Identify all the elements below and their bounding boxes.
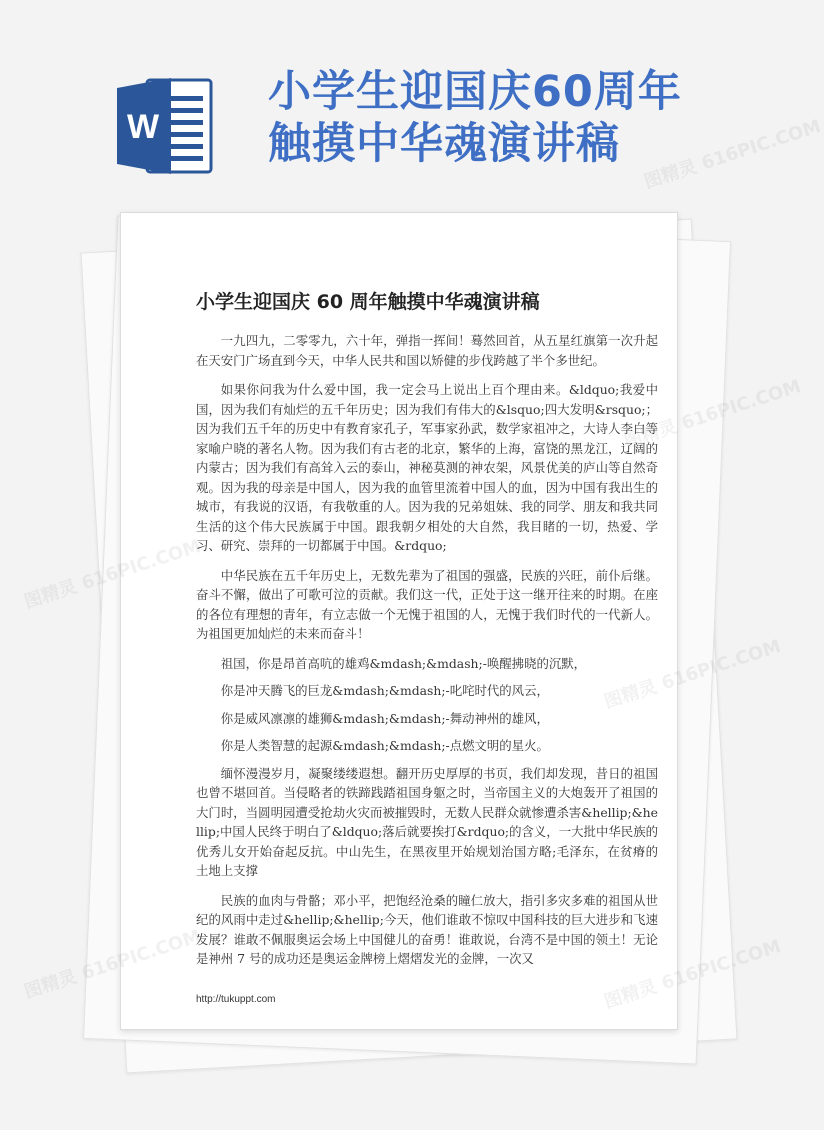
header-banner [0, 0, 800, 205]
paragraph: 你是人类智慧的起源&mdash;&mdash;-点燃文明的星火。 [220, 738, 549, 753]
svg-text:W: W [126, 108, 160, 146]
banner-title-line-1: 小学生迎国庆60周年 [268, 67, 682, 117]
word-document-icon [117, 74, 215, 178]
paragraph: 缅怀漫漫岁月，凝聚缕缕遐想。翻开历史厚厚的书页，我们却发现，昔日的祖国也曾不堪回首。当侵略者的铁蹄践踏祖国身躯之时，当帝国主义的大炮轰开了祖国的大门时，当圆明园遭受抢劫火灾而被摧毁时，无数人民群众就惨遭杀害&hellip;&hellip;中国人民终于明白了&ldquo;落后就要挨打&rdquo;的含义，一大批中华民族的优秀儿女开始奋起反抗。中山先生，在黑夜里开始规划治国方略;毛泽东，在贫瘠的土地上支撑 [196, 765, 658, 878]
banner-title-line-2: 触摸中华魂演讲稿 [268, 119, 620, 169]
paragraph: 如果你问我为什么爱中国，我一定会马上说出上百个理由来。&ldquo;我爱中国，因为我们有灿烂的五千年历史；因为我们有伟大的&lsquo;四大发明&rsquo;；因为我们五千年的历史中有教育家孔子，军事家孙武，数学家祖冲之，大诗人李白等家喻户晓的著名人物。因为我们有古老的北京，繁华的上海，富饶的黑龙江，辽阔的内蒙古；因为我们有高耸入云的泰山，神秘莫测的神农架，风景优美的庐山等自然奇观。因为我的母亲是中国人，因为我的血管里流着中国人的血，因为中国有我出生的城市，有我说的汉语，有我敬重的人。因为我的兄弟姐妹、我的同学、朋友和我共同生活的这个伟大民族属于中国。跟我朝夕相处的大自然，我目睹的一切，热爱、学习、研究、崇拜的一切都属于中国。&rdquo; [196, 382, 658, 553]
watermark-text: 图精灵 [21, 576, 80, 613]
watermark-text: 图精灵 [21, 966, 80, 1003]
document-body [196, 331, 658, 979]
paragraph: 祖国，你是昂首高吭的雄鸡&mdash;&mdash;-唤醒拂晓的沉默， [220, 655, 587, 671]
document-page [120, 212, 678, 1030]
paragraph: 中华民族在五千年历史上，无数先辈为了祖国的强盛，民族的兴旺，前仆后继。奋斗不懈，做出了可歌可泣的贡献。我们这一代，正处于这一继开往来的时期。在座的各位有理想的青年，有立志做一个无愧于祖国的人，无愧于我们时代的一代新人。为祖国更加灿烂的未来而奋斗！ [196, 567, 658, 641]
paragraph: 你是冲天腾飞的巨龙&mdash;&mdash;-叱咤时代的风云， [220, 683, 549, 698]
watermark-text: 图精灵 616PIC.COM [641, 115, 824, 193]
paragraph: 你是威风凛凛的雄狮&mdash;&mdash;-舞动神州的雄风， [220, 710, 549, 726]
paragraph: 民族的血肉与骨骼；邓小平，把饱经沧桑的瞳仁放大，指引多灾多难的祖国从世纪的风雨中走过&hellip;&hellip;今天，他们谁敢不惊叹中国科技的巨大进步和飞速发展？谁敢不佩服奥运会场上中国健儿的奋勇！谁敢说，台湾不是中国的领土！无论是神州 7 号的成功还是奥运金牌榜上熠熠发光的金牌，一次又 [196, 892, 658, 966]
footer-url[interactable]: http://tukuppt.com [196, 994, 276, 1005]
paragraph: 一九四九，二零零九，六十年，弹指一挥间！蓦然回首，从五星红旗第一次升起在天安门广场直到今天，中华人民共和国以矫健的步伐跨越了半个多世纪。 [196, 333, 658, 368]
watermark-text: 616PIC.COM [659, 635, 784, 695]
document-title: 小学生迎国庆 60 周年触摸中华魂演讲稿 [196, 291, 540, 313]
watermark-text: 616PIC.COM [679, 375, 804, 435]
